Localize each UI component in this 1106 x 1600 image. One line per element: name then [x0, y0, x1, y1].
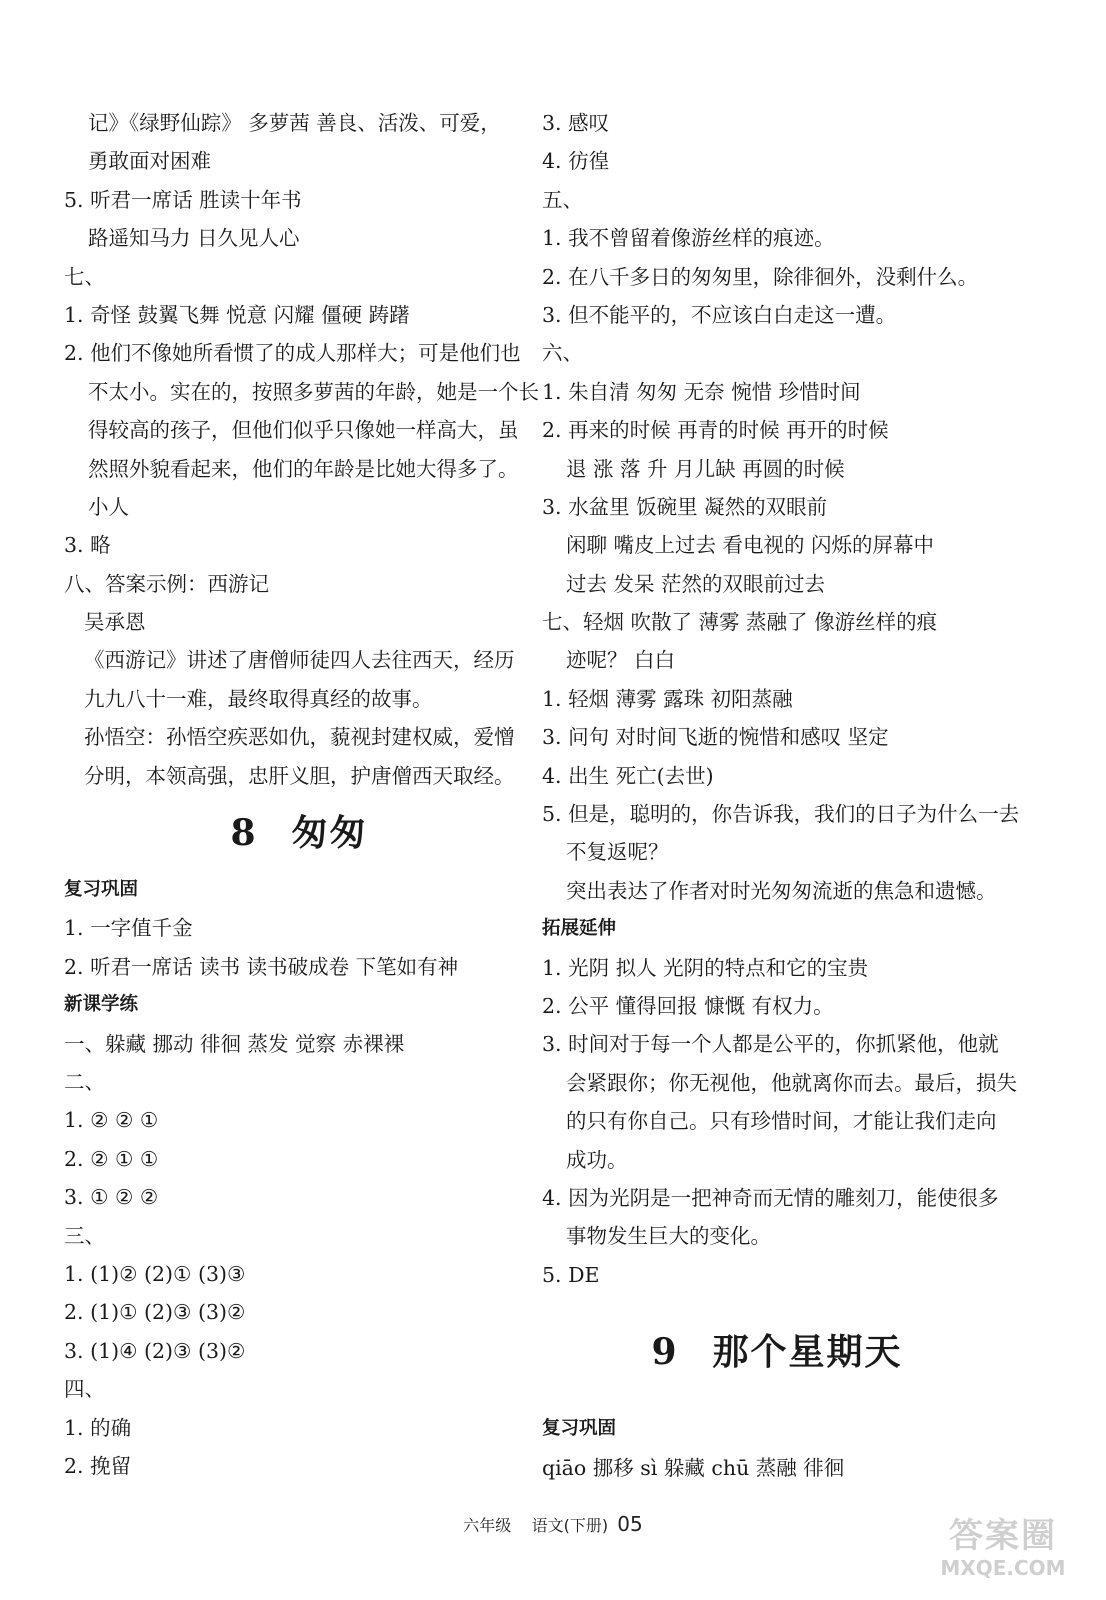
answer-line: 2. 公平 懂得回报 慷慨 有权力。 — [542, 993, 834, 1018]
answer-line: 1. 我不曾留着像游丝样的痕迹。 — [542, 226, 835, 251]
answer-line: 成功。 — [566, 1147, 628, 1172]
watermark-logo — [918, 1516, 1088, 1586]
answer-line: 1. 光阴 拟人 光阴的特点和它的宝贵 — [542, 955, 869, 980]
answer-line: 不太小。实在的，按照多萝茜的年龄，她是一个长 — [88, 379, 539, 404]
answer-line: 吴承恩 — [84, 610, 146, 635]
section-heading: 新课学练 — [64, 994, 139, 1016]
answer-line: 五、 — [542, 187, 583, 212]
answer-line: 勇敢面对困难 — [88, 149, 211, 174]
answer-line: 3. ① ② ② — [64, 1185, 159, 1210]
answer-line: 2. 挽留 — [64, 1453, 132, 1478]
answer-line: 4. 出生 死亡(去世) — [542, 763, 714, 788]
answer-line: 孙悟空：孙悟空疾恶如仇，藐视封建权威，爱憎 — [84, 725, 515, 750]
answer-line: 分明，本领高强，忠肝义胆，护唐僧西天取经。 — [84, 763, 515, 788]
answer-line: 记》《绿野仙踪》 多萝茜 善良、活泼、可爱， — [88, 111, 501, 135]
answer-line: 2. 在八千多日的匆匆里，除徘徊外，没剩什么。 — [542, 264, 979, 289]
answer-line: 四、 — [64, 1377, 105, 1402]
answer-line: 1. 朱自清 匆匆 无奈 惋惜 珍惜时间 — [542, 379, 861, 404]
answer-line: 小人 — [88, 494, 129, 519]
answer-line: 七、轻烟 吹散了 薄雾 蒸融了 像游丝样的痕 — [542, 610, 938, 635]
left-column — [64, 104, 539, 1485]
answer-line: 3. 感叹 — [542, 111, 610, 135]
answer-line: 过去 发呆 茫然的双眼前过去 — [566, 571, 826, 596]
answer-line: 1. 的确 — [64, 1415, 132, 1440]
answer-line: 5. DE — [542, 1262, 600, 1287]
answer-line: 七、 — [64, 264, 105, 289]
answer-line: 路遥知马力 日久见人心 — [88, 226, 300, 251]
spacer — [542, 1294, 1012, 1314]
answer-line: 1. 一字值千金 — [64, 916, 193, 941]
watermark-url: MXQE.COM — [940, 1556, 1066, 1580]
lesson-number: 9 — [651, 1331, 679, 1374]
answer-line: 2. (1)① (2)③ (3)② — [64, 1300, 246, 1325]
answer-line: 六、 — [542, 341, 583, 366]
footer-subject: 语文(下册) — [531, 1516, 609, 1535]
answer-line: 3. 水盆里 饭碗里 凝然的双眼前 — [542, 494, 828, 519]
answer-line: 三、 — [64, 1223, 105, 1248]
answer-line: 1. ② ② ① — [64, 1108, 159, 1133]
lesson-name: 匆匆 — [291, 812, 368, 855]
answer-line: qiāo 挪移 sì 躲藏 chū 蒸融 徘徊 — [542, 1455, 845, 1480]
answer-line: 4. 彷徨 — [542, 149, 610, 174]
answer-line: 二、 — [64, 1069, 105, 1094]
answer-line: 1. (1)② (2)① (3)③ — [64, 1261, 246, 1286]
section-heading: 复习巩固 — [64, 879, 139, 901]
answer-line: 3. 问句 对时间飞逝的惋惜和感叹 坚定 — [542, 725, 889, 750]
answer-line: 2. 听君一席话 读书 读书破成卷 下笔如有神 — [64, 954, 459, 979]
answer-line: 迹呢？ 白白 — [566, 648, 676, 673]
lesson-name: 那个星期天 — [712, 1331, 903, 1374]
watermark-mark: 答案圈 — [949, 1516, 1057, 1556]
answer-line: 3. 但不能平的，不应该白白走这一遭。 — [542, 302, 897, 327]
answer-line: 5. 听君一席话 胜读十年书 — [64, 187, 302, 212]
section-heading: 复习巩固 — [542, 1418, 617, 1440]
answer-line: 不复返呢？ — [566, 840, 669, 865]
answer-line: 会紧跟你；你无视他，他就离你而去。最后，损失 — [566, 1070, 1017, 1095]
section-heading: 拓展延伸 — [542, 918, 617, 940]
lesson-number: 8 — [230, 812, 258, 855]
right-column — [542, 104, 1020, 1487]
answer-line: 闲聊 嘴皮上过去 看电视的 闪烁的屏幕中 — [566, 533, 935, 558]
lesson-title — [542, 1314, 1012, 1390]
spacer — [542, 1390, 1012, 1410]
answer-line: 的只有你自己。只有珍惜时间，才能让我们走向 — [566, 1109, 997, 1134]
answer-line: 1. 奇怪 鼓翼飞舞 悦意 闪耀 僵硬 踌躇 — [64, 302, 410, 327]
answer-line: 退 涨 落 升 月儿缺 再圆的时候 — [566, 456, 845, 481]
answer-line: 《西游记》讲述了唐僧师徒四人去往西天，经历 — [84, 648, 515, 673]
answer-line: 2. 再来的时候 再青的时候 再开的时候 — [542, 418, 889, 443]
answer-line: 得较高的孩子，但他们似乎只像她一样高大，虽 — [88, 418, 519, 443]
answer-line: 一、躲藏 挪动 徘徊 蒸发 觉察 赤裸裸 — [64, 1031, 405, 1056]
answer-line: 3. (1)④ (2)③ (3)② — [64, 1338, 246, 1363]
page-number: 05 — [617, 1512, 643, 1536]
answer-line: 5. 但是，聪明的，你告诉我，我们的日子为什么一去 — [542, 802, 1020, 827]
answer-line: 九九八十一难，最终取得真经的故事。 — [84, 686, 433, 711]
answer-line: 然照外貌看起来，他们的年龄是比她大得多了。 — [88, 456, 519, 481]
answer-line: 2. ② ① ① — [64, 1146, 159, 1171]
answer-line: 事物发生巨大的变化。 — [566, 1224, 771, 1249]
answer-line: 突出表达了作者对时光匆匆流逝的焦急和遗憾。 — [566, 878, 997, 903]
footer-grade: 六年级 — [463, 1516, 512, 1535]
lesson-title — [64, 795, 534, 871]
answer-line: 1. 轻烟 薄雾 露珠 初阳蒸融 — [542, 686, 793, 711]
answer-line: 3. 略 — [64, 533, 111, 558]
answer-line: 4. 因为光阴是一把神奇而无情的雕刻刀，能使很多 — [542, 1185, 999, 1210]
answer-line: 2. 他们不像她所看惯了的成人那样大；可是他们也 — [64, 341, 521, 366]
answer-line: 3. 时间对于每一个人都是公平的，你抓紧他，他就 — [542, 1032, 999, 1057]
answer-line: 八、答案示例：西游记 — [64, 571, 269, 596]
